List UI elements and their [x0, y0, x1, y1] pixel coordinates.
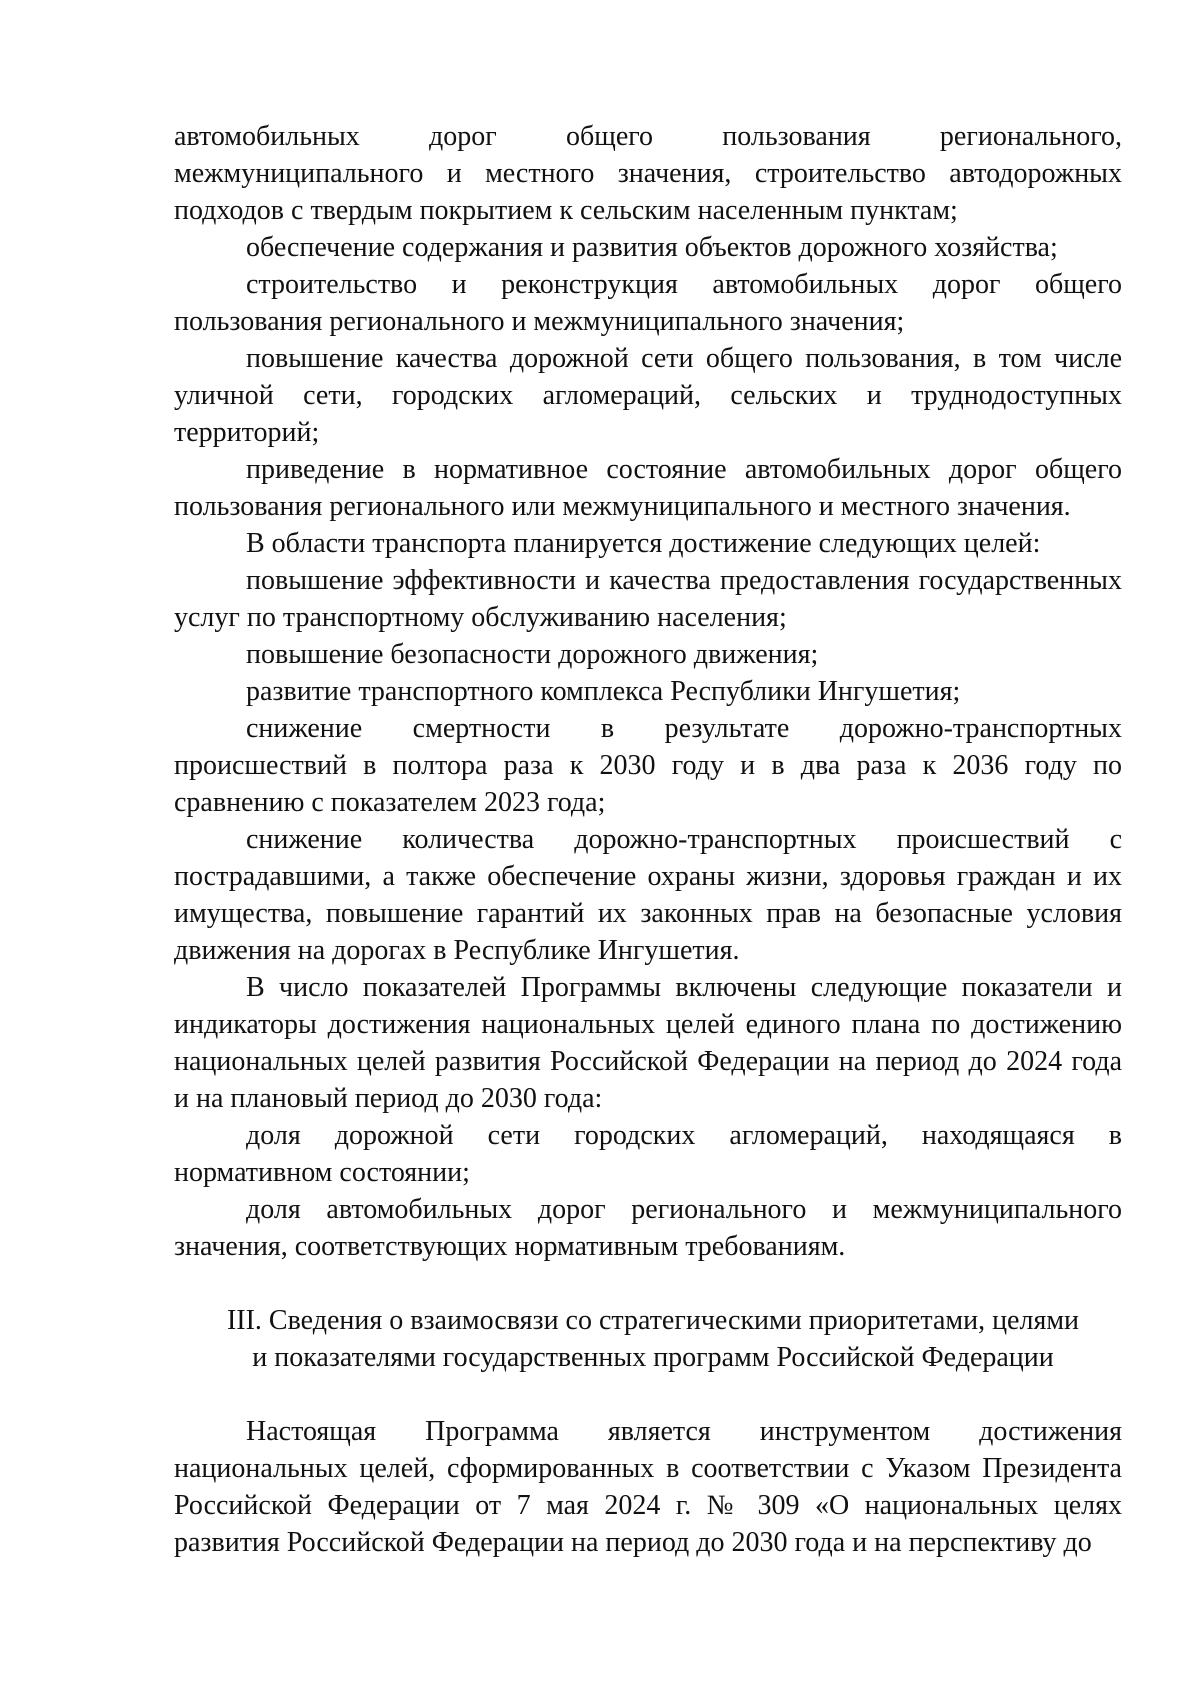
paragraph: снижение количества дорожно-транспортных происшествий с пострадавшими, а также обеспечение охраны жизни, здоровья граждан и их имущества, повышение гарантий их законных прав на безопасные условия движения на дорогах в Республике Ингушетия. — [174, 824, 1122, 966]
paragraph: Настоящая Программа является инструментом достижения национальных целей, сформированных в соответствии с Указом Президента Российской Федерации от 7 мая 2024 г. № 309 «О национальных целях развития Российской Федерации на период до 2030 года и на перспективу до — [174, 1416, 1122, 1558]
paragraph: строительство и реконструкция автомобильных дорог общего пользования регионального и межмуниципального значения; — [174, 269, 1122, 337]
document-page — [174, 118, 1122, 1561]
paragraph: обеспечение содержания и развития объектов дорожного хозяйства; — [246, 232, 1058, 263]
paragraph: повышение безопасности дорожного движения; — [246, 639, 819, 670]
paragraph: доля автомобильных дорог регионального и межмуниципального значения, соответствующих нормативным требованиям. — [174, 1194, 1122, 1262]
section-heading-line: III. Сведения о взаимосвязи со стратегическими приоритетами, целями — [226, 1305, 1080, 1336]
paragraph: повышение качества дорожной сети общего пользования, в том числе уличной сети, городских агломераций, сельских и труднодоступных территорий; — [174, 343, 1122, 448]
paragraph: приведение в нормативное состояние автомобильных дорог общего пользования регионального или межмуниципального и местного значения. — [174, 454, 1122, 522]
paragraph: автомобильных дорог общего пользования регионального, межмуниципального и местного значения, строительство автодорожных подходов с твердым покрытием к сельским населенным пунктам; — [174, 121, 1122, 226]
section-heading-line: и показателями государственных программ Российской Федерации — [252, 1342, 1054, 1373]
paragraph: В число показателей Программы включены следующие показатели и индикаторы достижения национальных целей единого плана по достижению национальных целей развития Российской Федерации на период до 2024 года и на плановый период до 2030 года: — [174, 972, 1122, 1114]
paragraph: повышение эффективности и качества предоставления государственных услуг по транспортному обслуживанию населения; — [174, 565, 1122, 633]
section-heading — [174, 1302, 1122, 1376]
paragraph: В области транспорта планируется достижение следующих целей: — [246, 528, 1041, 559]
paragraph: развитие транспортного комплекса Республики Ингушетия; — [246, 676, 961, 707]
paragraph: доля дорожной сети городских агломераций, находящаяся в нормативном состоянии; — [174, 1120, 1122, 1188]
paragraph: снижение смертности в результате дорожно-транспортных происшествий в полтора раза к 2030 году и в два раза к 2036 году по сравнению с показателем 2023 года; — [174, 713, 1122, 818]
